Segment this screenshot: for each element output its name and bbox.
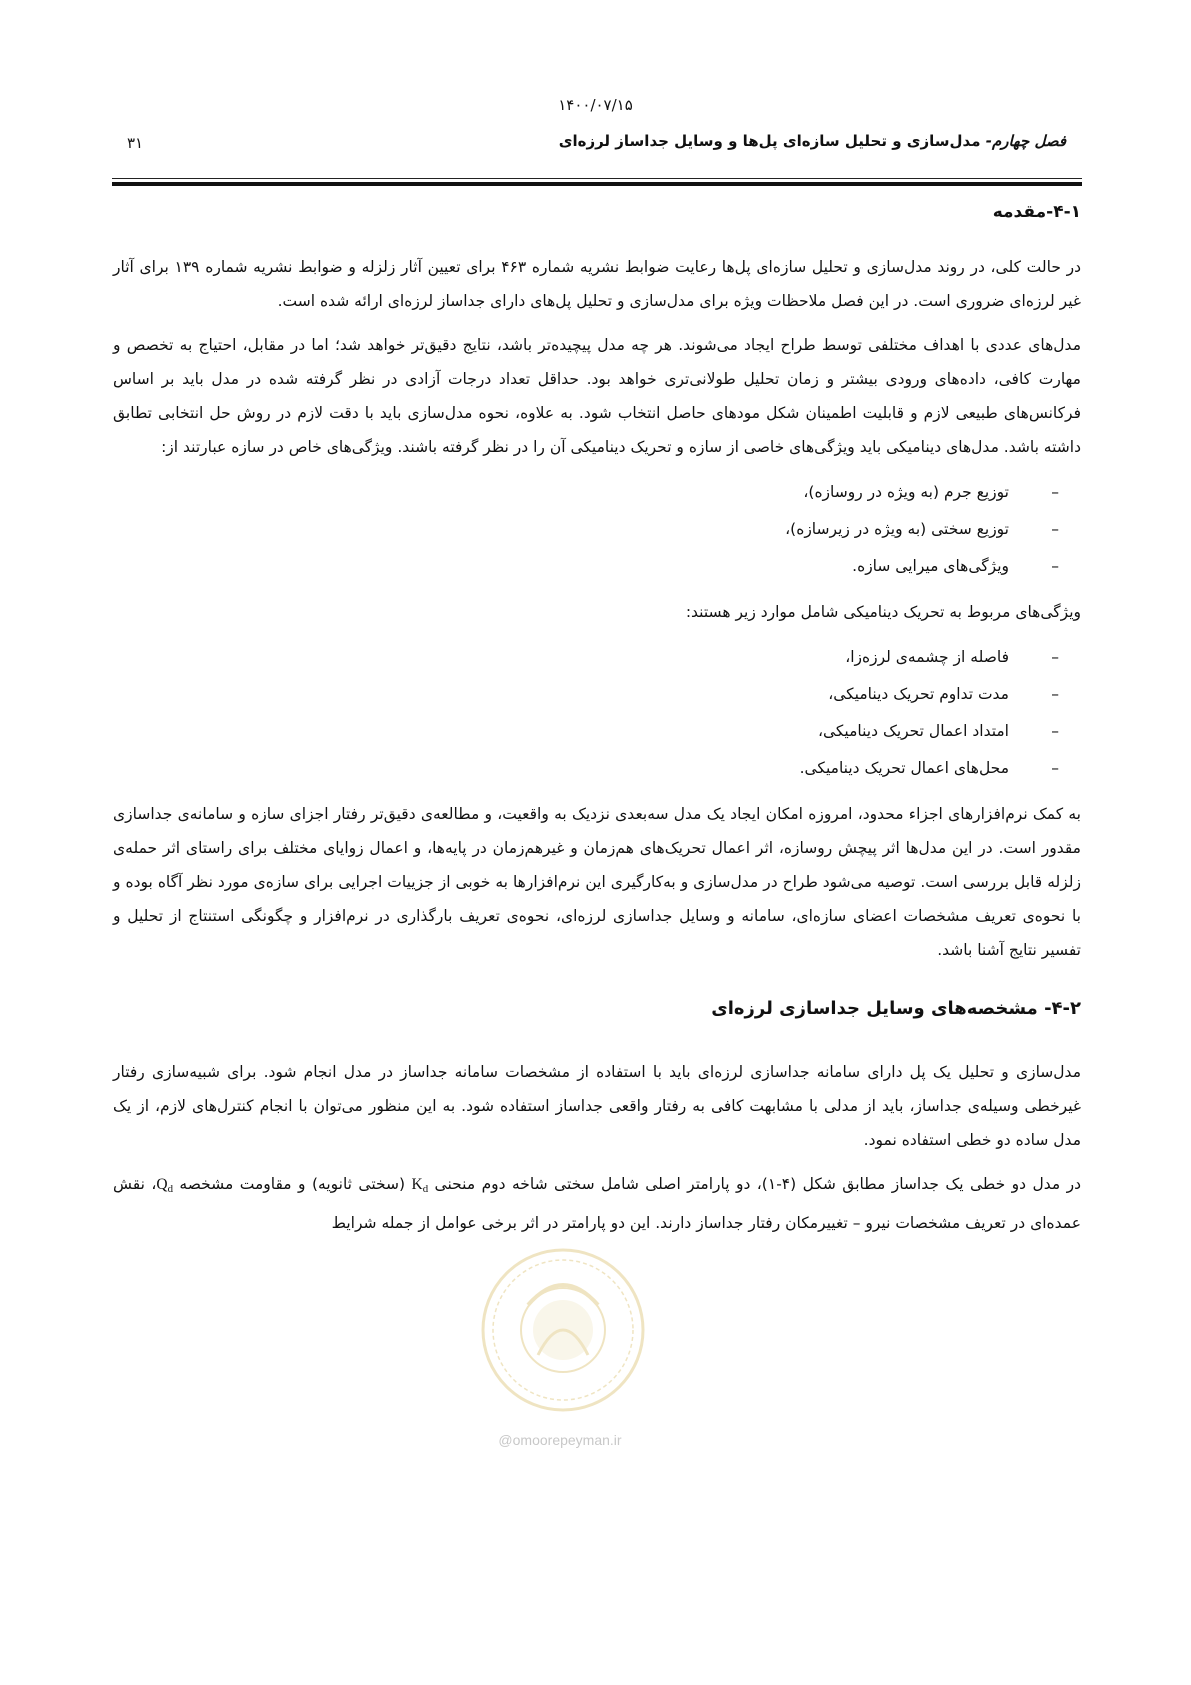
list-item-text: ویژگی‌های میرایی سازه.: [852, 557, 1009, 575]
symbol-qd: [156, 1175, 173, 1193]
dash-bullet-icon: –: [1051, 520, 1059, 538]
list-item-text: مدت تداوم تحریک دینامیکی،: [828, 685, 1009, 703]
dash-bullet-icon: –: [1051, 722, 1059, 740]
paragraph-intro-4: به کمک نرم‌افزارهای اجزاء محدود، امروزه امکان ایجاد یک مدل سه‌بعدی نزدیک به واقعیت، و مطالعه‌ی دقیق‌تر رفتار اجزای سازه و سامانه‌ی جداسازی مقدور است. در این مدل‌ها اثر پیچش روسازه، اثر اعمال تحریک‌های هم‌زمان و غیرهم‌زمان در پایه‌ها، و اعمال زوایای مختلف برای راستای اثر حمله‌ی زلزله قابل بررسی است. توصیه می‌شود طراح در مدل‌سازی و به‌کارگیری این نرم‌افزارها به خوبی از جزییات اجرایی برای سازه‌ی مورد نظر آگاه بوده و با نحوه‌ی تعریف مشخصات اعضای سازه‌ای، سامانه و وسایل جداسازی لرزه‌ای، نحوه‌ی تعریف بارگذاری در نرم‌افزار و چگونگی استنتاج از تحلیل و تفسیر نتایج آشنا باشد.: [113, 805, 1081, 959]
page-content: [113, 192, 1081, 1250]
list-item: [113, 713, 1059, 750]
header-rule-thin: [112, 178, 1082, 179]
paragraph-isolators-1: مدل‌سازی و تحلیل یک پل دارای سامانه جداسازی لرزه‌ای باید با استفاده از مشخصات سامانه جداساز در مدل انجام شود. برای شبیه‌سازی رفتار غیرخطی وسیله‌ی جداساز، باید از مدلی با مشابهت کافی به رفتار واقعی جداساز استفاده شود. به این منظور می‌توان با انجام کنترل‌های لازم، از یک مدل ساده دو خطی استفاده نمود.: [113, 1063, 1081, 1149]
chapter-header: [266, 132, 1066, 150]
symbol-main: Q: [156, 1176, 168, 1193]
list-item-text: محل‌های اعمال تحریک دینامیکی.: [799, 759, 1009, 777]
watermark-site-label: @omoorepeyman.ir: [498, 1432, 622, 1448]
paragraph-isolators-2: [113, 1167, 1081, 1240]
chapter-label: فصل چهارم-: [985, 132, 1066, 150]
watermark-seal-icon: [478, 1245, 648, 1415]
page-number: ۳۱: [127, 134, 144, 152]
symbol-subscript: d: [422, 1183, 429, 1195]
list-item: [113, 750, 1059, 787]
paragraph-intro-3: ویژگی‌های مربوط به تحریک دینامیکی شامل موارد زیر هستند:: [685, 603, 1081, 621]
symbol-main: K: [411, 1176, 423, 1193]
section-heading-isolators: ۴-۲- مشخصه‌های وسایل جداسازی لرزه‌ای: [711, 998, 1081, 1019]
dash-bullet-icon: –: [1051, 483, 1059, 501]
paragraph-intro-2: مدل‌های عددی با اهداف مختلفی توسط طراح ایجاد می‌شوند. هر چه مدل پیچیده‌تر باشد، نتایج دقیق‌تر خواهد شد؛ اما در مقابل، احتیاج به تخصص و مهارت کافی، داده‌های ورودی بیشتر و زمان تحلیل طولانی‌تری خواهد بود. حداقل تعداد درجات آزادی در نظر گرفته شده در مدل باید بر اساس فرکانس‌های طبیعی لازم و قابلیت اطمینان شکل مودهای حاصل انتخاب شود. به علاوه، نحوه مدل‌سازی باید با دقت لازم در روش حل انتخابی تطابق داشته باشد. مدل‌های دینامیکی باید ویژگی‌های خاصی از سازه و تحریک دینامیکی آن را در نظر گرفته باشند. ویژگی‌های خاص در سازه عبارتند از:: [113, 336, 1081, 456]
dash-bullet-icon: –: [1051, 759, 1059, 777]
structure-features-list: [113, 474, 1081, 585]
symbol-kd: [412, 1175, 429, 1193]
list-item: [113, 548, 1059, 585]
header-date: ۱۴۰۰/۰۷/۱۵: [558, 96, 633, 114]
paragraph-intro-1: در حالت کلی، در روند مدل‌سازی و تحلیل سازه‌ای پل‌ها رعایت ضوابط نشریه شماره ۴۶۳ برای تعیین آثار زلزله و ضوابط نشریه شماره ۱۳۹ برای آثار غیر لرزه‌ای ضروری است. در این فصل ملاحظات ویژه برای مدل‌سازی و تحلیل پل‌های دارای جداساز لرزه‌ای ارائه شده است.: [113, 258, 1081, 310]
list-item: [113, 511, 1059, 548]
symbol-subscript: d: [167, 1183, 173, 1195]
list-item-text: توزیع سختی (به ویژه در زیرسازه)،: [785, 520, 1009, 538]
header-rule-thick: [112, 182, 1082, 186]
list-item: [113, 676, 1059, 713]
list-item-text: توزیع جرم (به ویژه در روسازه)،: [803, 483, 1009, 501]
list-item: [113, 474, 1059, 511]
list-item-text: فاصله از چشمه‌ی لرزه‌زا،: [845, 648, 1009, 666]
excitation-features-list: [113, 639, 1081, 787]
dash-bullet-icon: –: [1051, 648, 1059, 666]
list-item-text: امتداد اعمال تحریک دینامیکی،: [817, 722, 1009, 740]
list-item: [113, 639, 1059, 676]
chapter-title: مدل‌سازی و تحلیل سازه‌ای پل‌ها و وسایل جداساز لرزه‌ای: [558, 132, 981, 150]
paragraph-text-part: ، نقش عمده‌ای در تعریف مشخصات نیرو – تغییرمکان رفتار جداساز دارند. این دو پارامتر در اثر برخی عوامل از جمله شرایط: [113, 1175, 1081, 1232]
paragraph-text-part: (سختی ثانویه) و مقاومت مشخصه: [172, 1175, 412, 1193]
dash-bullet-icon: –: [1051, 685, 1059, 703]
paragraph-text-part: در مدل دو خطی یک جداساز مطابق شکل (۴-۱)، دو پارامتر اصلی شامل سختی شاخه دوم منحنی: [428, 1175, 1081, 1193]
section-heading-intro: ۴-۱-مقدمه: [992, 202, 1081, 222]
dash-bullet-icon: –: [1051, 557, 1059, 575]
